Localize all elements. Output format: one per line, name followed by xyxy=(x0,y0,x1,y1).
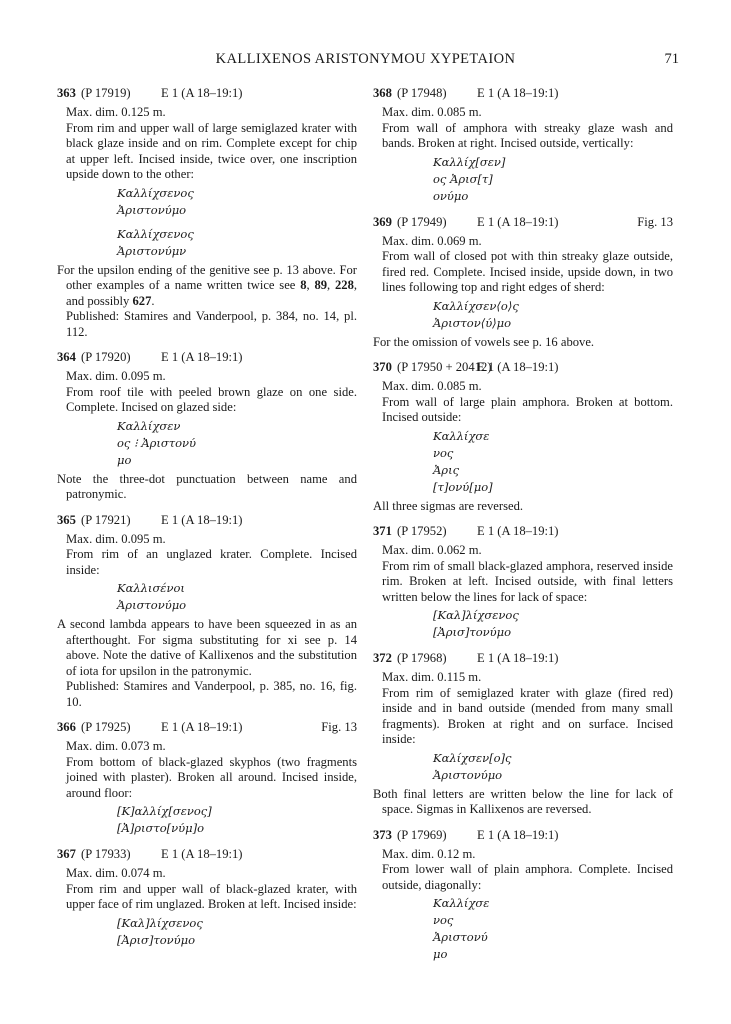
max-dimension: Max. dim. 0.095 m. xyxy=(66,531,166,546)
inscription-gap xyxy=(117,219,357,226)
catalogue-entry xyxy=(373,828,673,964)
figure-reference: Fig. 13 xyxy=(321,720,357,734)
description: From lower wall of plain amphora. Complete. Incised outside, diagonally: xyxy=(382,862,673,892)
catalogue-entry xyxy=(57,86,357,340)
publication-reference: Published: Stamires and Vanderpool, p. 385, no. 16, fig. 10. xyxy=(66,679,357,709)
commentary: For the omission of vowels see p. 16 above. xyxy=(373,334,595,349)
inscription xyxy=(373,428,673,496)
inscription-line: ος Ἀρισ[τ] xyxy=(433,171,493,186)
entry-heading xyxy=(373,360,673,376)
deposit-context: E 1 (A 18–19:1) xyxy=(161,350,243,364)
max-dimension: Max. dim. 0.125 m. xyxy=(66,105,166,119)
description: From wall of amphora with streaky glaze wash and bands. Broken at right. Incised outside, vertically: xyxy=(382,120,673,150)
inventory-number: (P 17968) xyxy=(397,651,447,665)
inventory-number: (P 17933) xyxy=(81,847,131,861)
inventory-number: (P 17921) xyxy=(81,512,131,527)
entry-heading xyxy=(373,524,673,540)
max-dimension: Max. dim. 0.069 m. xyxy=(382,233,482,248)
inventory-number: (P 17919) xyxy=(81,86,131,100)
max-dimension: Max. dim. 0.085 m. xyxy=(382,105,482,119)
max-dimension: Max. dim. 0.12 m. xyxy=(382,846,476,861)
description: From wall of large plain amphora. Broken at bottom. Incised outside: xyxy=(382,394,673,424)
description: From wall of closed pot with thin streaky glaze outside, fired red. Complete. Incised inside, upside down, in two lines following top and right edges of sherd: xyxy=(382,249,673,294)
entry-number: 364 xyxy=(57,350,76,364)
inscription xyxy=(373,298,673,332)
entry-heading xyxy=(373,215,673,231)
inventory-number: (P 17969) xyxy=(397,827,447,842)
catalogue-entry xyxy=(373,360,673,514)
inscription-line: Καλλίχσενος xyxy=(117,185,194,200)
inscription xyxy=(373,750,673,784)
description: From bottom of black-glazed skyphos (two fragments joined with plaster). Broken all around. Incised inside, around floor: xyxy=(66,754,357,800)
deposit-context: E 1 (A 18–19:1) xyxy=(161,512,243,527)
entry-number: 369 xyxy=(373,214,392,229)
deposit-context: E 1 (A 18–19:1) xyxy=(477,360,559,374)
entry-heading xyxy=(57,86,357,102)
inscription-line: Ἀριστονύμν xyxy=(117,243,187,258)
catalogue-entry xyxy=(57,720,357,837)
inscription-line: μο xyxy=(433,947,448,961)
inscription-line: [Ἀρισ]τονύμο xyxy=(433,625,512,639)
running-head xyxy=(0,51,731,71)
max-dimension: Max. dim. 0.062 m. xyxy=(382,543,482,557)
inventory-number: (P 17920) xyxy=(81,350,131,364)
description: From rim of an unglazed krater. Complete. Incised inside: xyxy=(66,547,357,577)
inscription-line: νος xyxy=(433,445,454,460)
inscription xyxy=(57,803,357,837)
entry-heading xyxy=(373,651,673,667)
entry-number: 370 xyxy=(373,360,392,374)
description: From rim and upper wall of large semiglazed krater with black glaze inside and on rim. Complete except for chip at upper left. Incised inside, twice over, one inscription upside down to the other: xyxy=(66,120,357,181)
commentary: Note the three-dot punctuation between name and patronymic. xyxy=(57,471,357,501)
deposit-context: E 1 (A 18–19:1) xyxy=(477,86,559,100)
inscription-line: ονύμο xyxy=(433,188,469,203)
inscription-line: [Ἀ]ριστο[νύμ]ο xyxy=(117,821,205,835)
inscription-line: Ἀριστονύμο xyxy=(433,767,503,782)
entry-heading xyxy=(373,86,673,102)
inscription-line: ος ⁝ Ἀριστονύ xyxy=(117,435,197,450)
inscription xyxy=(57,915,357,949)
left-column xyxy=(57,86,357,959)
entry-number: 366 xyxy=(57,720,76,734)
catalogue-entry xyxy=(373,86,673,205)
inventory-number: (P 17950 + 20412) xyxy=(397,360,492,374)
entry-heading xyxy=(57,847,357,863)
max-dimension: Max. dim. 0.073 m. xyxy=(66,739,166,753)
inscription-line: νος xyxy=(433,913,454,927)
inscription-line: Καλλίχσεν⟨ο⟩ς xyxy=(433,298,519,313)
inscription xyxy=(373,154,673,205)
inscription xyxy=(373,895,673,963)
inscription-line: [Ἀρισ]τονύμο xyxy=(117,932,196,947)
deposit-context: E 1 (A 18–19:1) xyxy=(161,86,243,100)
max-dimension: Max. dim. 0.115 m. xyxy=(382,670,482,684)
max-dimension: Max. dim. 0.095 m. xyxy=(66,369,166,383)
commentary: For the upsilon ending of the genitive see p. 13 above. For other examples of a name written twice see 8, 89, 228, and possibly 627. xyxy=(57,262,358,308)
inscription-line: μο xyxy=(117,452,132,467)
inscription-line: [Καλ]λίχσενος xyxy=(117,915,203,930)
entry-heading xyxy=(373,828,673,844)
figure-reference: Fig. 13 xyxy=(637,214,673,229)
catalogue-entry xyxy=(57,847,357,949)
description: From rim of semiglazed krater with glaze (fired red) inside and in band outside (mended from many small fragments). Broken at right and on surface. Incised inside: xyxy=(382,685,673,746)
commentary: All three sigmas are reversed. xyxy=(373,498,524,513)
commentary: A second lambda appears to have been squeezed in as an afterthought. For sigma substituting for xi see p. 14 above. Note the dative of Kallixenos and the substitution of iota for upsilon in the patronymic. xyxy=(57,617,357,678)
inventory-number: (P 17949) xyxy=(397,214,447,229)
inscription xyxy=(57,185,357,260)
catalogue-entry xyxy=(373,524,673,641)
deposit-context: E 1 (A 18–19:1) xyxy=(477,651,559,665)
inscription-line: [K]αλλίχ[σενος] xyxy=(117,804,212,818)
inscription-line: Καλλίχσε xyxy=(433,896,490,910)
running-title: KALLIXENOS ARISTONYMOU XYPETAION xyxy=(215,51,516,67)
inscription-line: Καλλίχσε xyxy=(433,428,490,443)
catalogue-entry xyxy=(57,513,357,711)
entry-heading xyxy=(57,720,357,736)
inventory-number: (P 17925) xyxy=(81,720,131,734)
inscription-line: Ἀριστονύμο xyxy=(117,598,187,612)
inscription-line: Ἀρις xyxy=(433,462,460,477)
inscription-line: Ἀριστονύ xyxy=(433,930,488,944)
inscription-line: Καλλίχσενος xyxy=(117,226,194,241)
deposit-context: E 1 (A 18–19:1) xyxy=(161,720,243,734)
max-dimension: Max. dim. 0.074 m. xyxy=(66,866,166,880)
right-column xyxy=(373,86,673,973)
commentary: Both final letters are written below the line for lack of space. Sigmas in Kallixenos are reversed. xyxy=(373,786,673,816)
page-number: 71 xyxy=(664,51,679,67)
inventory-number: (P 17952) xyxy=(397,524,447,538)
inscription xyxy=(57,580,357,614)
max-dimension: Max. dim. 0.085 m. xyxy=(382,379,482,393)
description: From roof tile with peeled brown glaze on one side. Complete. Incised on glazed side: xyxy=(66,384,357,414)
inscription-line: [τ]ονύ[μο] xyxy=(433,479,493,494)
deposit-context: E 1 (A 18–19:1) xyxy=(477,827,559,842)
inscription-line: Ἀριστον⟨ύ⟩μο xyxy=(433,315,512,330)
publication-reference: Published: Stamires and Vanderpool, p. 384, no. 14, pl. 112. xyxy=(66,309,357,339)
entry-heading xyxy=(57,513,357,529)
inscription-line: Καλλίχσεν xyxy=(117,418,181,433)
catalogue-entry xyxy=(57,350,357,503)
inscription-line: Καλλισένοι xyxy=(117,581,185,595)
inscription-line: Καλλίχ[σεν] xyxy=(433,154,506,169)
entry-heading xyxy=(57,350,357,366)
deposit-context: E 1 (A 18–19:1) xyxy=(161,847,243,861)
entry-number: 373 xyxy=(373,827,392,842)
description: From rim and upper wall of black-glazed krater, with upper face of rim unglazed. Broken at left. Incised inside: xyxy=(66,881,357,911)
entry-number: 371 xyxy=(373,524,392,538)
entry-number: 368 xyxy=(373,86,392,100)
deposit-context: E 1 (A 18–19:1) xyxy=(477,524,559,538)
entry-number: 367 xyxy=(57,847,76,861)
inscription xyxy=(373,607,673,641)
inscription-line: [Καλ]λίχσενος xyxy=(433,608,519,622)
entry-number: 365 xyxy=(57,512,76,527)
entry-number: 372 xyxy=(373,651,392,665)
entry-number: 363 xyxy=(57,86,76,100)
inscription xyxy=(57,418,357,469)
inscription-line: Ἀριστονύμο xyxy=(117,202,187,217)
inventory-number: (P 17948) xyxy=(397,86,447,100)
inscription-line: Καλίχσεν[ο]ς xyxy=(433,750,512,765)
catalogue-entry xyxy=(373,651,673,818)
description: From rim of small black-glazed amphora, reserved inside rim. Broken at left. Incised outside, with final letters written below the lines for lack of space: xyxy=(382,558,673,604)
catalogue-entry xyxy=(373,215,673,351)
deposit-context: E 1 (A 18–19:1) xyxy=(477,214,559,229)
